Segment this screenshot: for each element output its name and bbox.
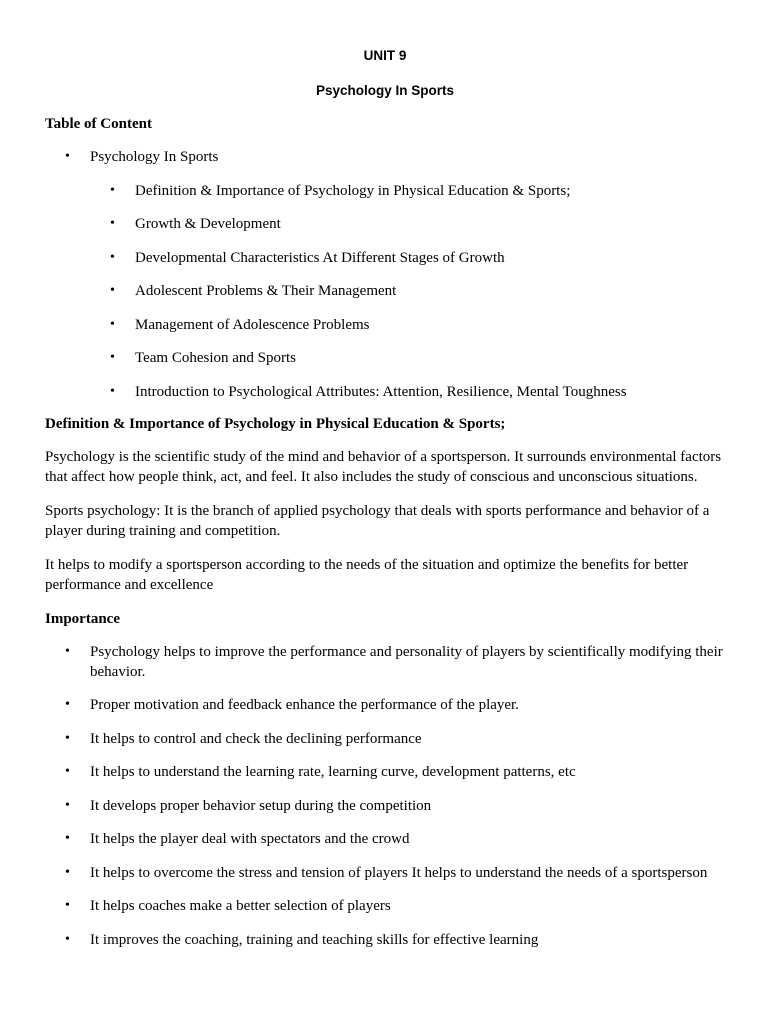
list-item-text: It helps to control and check the declining performance: [90, 730, 422, 747]
paragraph: It helps to modify a sportsperson according to the needs of the situation and optimize the benefits for better performance and excellence: [45, 556, 689, 593]
table-of-contents: [45, 147, 725, 402]
list-item: [45, 930, 725, 950]
list-item-text: It helps the player deal with spectators and the crowd: [90, 831, 410, 847]
toc-sub-item-label: Team Cohesion and Sports: [135, 350, 297, 366]
importance-list: [45, 642, 725, 950]
toc-sub-item: [90, 181, 725, 201]
toc-item-label: Psychology In Sports: [90, 149, 219, 165]
list-item: [45, 729, 725, 749]
list-item-text: It develops proper behavior setup during the competition: [90, 797, 432, 814]
list-item: [45, 762, 725, 782]
list-item-text: It helps coaches make a better selection of players: [90, 898, 391, 914]
importance-heading: Importance: [45, 610, 120, 627]
paragraph: Sports psychology: It is the branch of applied psychology that deals with sports performance and behavior of a player during training and competition.: [45, 502, 710, 539]
toc-sub-item: [90, 281, 725, 301]
list-item: [45, 896, 725, 916]
toc-sub-item: [90, 248, 725, 268]
list-item-text: It helps to understand the learning rate, learning curve, development patterns, etc: [90, 764, 576, 780]
unit-label: UNIT 9: [363, 48, 407, 63]
toc-item-top: [45, 147, 725, 402]
toc-sub-item-label: Management of Adolescence Problems: [135, 316, 370, 333]
list-item: [45, 796, 725, 816]
list-item: [45, 863, 725, 883]
list-item-text: Psychology helps to improve the performance and personality of players by scientifically modifying their behavior.: [90, 643, 723, 680]
list-item-text: Proper motivation and feedback enhance the performance of the player.: [90, 697, 519, 713]
list-item: [45, 695, 725, 715]
list-item: [45, 829, 725, 849]
list-item-text: It helps to overcome the stress and tension of players It helps to understand the needs of a sportsperson: [90, 864, 708, 881]
toc-sub-item: [90, 348, 725, 368]
toc-sub-item-label: Definition & Importance of Psychology in Physical Education & Sports;: [135, 182, 571, 199]
document-page: [45, 46, 725, 950]
toc-sub-item-label: Adolescent Problems & Their Management: [135, 283, 397, 299]
paragraph: Psychology is the scientific study of the mind and behavior of a sportsperson. It surrounds environmental factors that affect how people think, act, and feel. It also includes the study of conscious and unconscious situations.: [45, 448, 722, 485]
toc-sub-item-label: Growth & Development: [135, 216, 281, 232]
toc-heading: Table of Content: [45, 116, 152, 132]
toc-sub-list: [90, 181, 725, 402]
toc-sub-item-label: Developmental Characteristics At Different Stages of Growth: [135, 249, 505, 266]
toc-sub-item-label: Introduction to Psychological Attributes: Attention, Resilience, Mental Toughness: [135, 383, 627, 400]
page-title: Psychology In Sports: [315, 83, 455, 98]
list-item-text: It improves the coaching, training and teaching skills for effective learning: [90, 931, 539, 948]
section-heading: Definition & Importance of Psychology in Physical Education & Sports;: [45, 415, 506, 432]
list-item: [45, 642, 725, 682]
toc-sub-item: [90, 382, 725, 402]
toc-sub-item: [90, 214, 725, 234]
toc-sub-item: [90, 315, 725, 335]
